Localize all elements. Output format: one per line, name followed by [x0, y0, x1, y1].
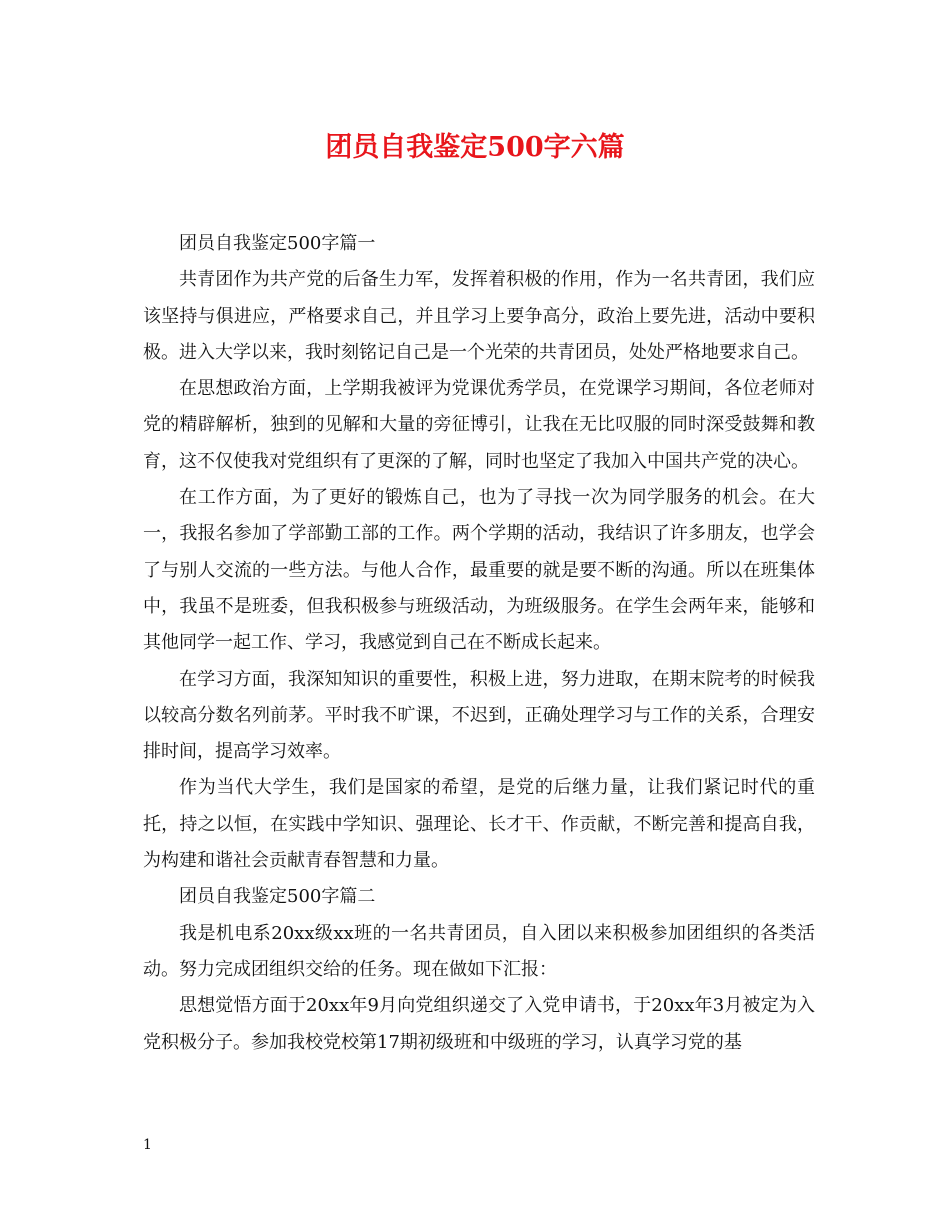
paragraph: 在思想政治方面，上学期我被评为党课优秀学员，在党课学习期间，各位老师对党的精辟解析，独到的见解和大量的旁征博引，让我在无比叹服的同时深受鼓舞和教育，这不仅使我对党组织有了更深的了解，同时也坚定了我加入中国共产党的决心。 — [143, 378, 815, 472]
document-title: 团员自我鉴定500字六篇 — [325, 132, 625, 163]
paragraph: 思想觉悟方面于20xx年9月向党组织递交了入党申请书，于20xx年3月被定为入党积极分子。参加我校党校第17期初级班和中级班的学习，认真学习党的基 — [143, 995, 815, 1053]
section-heading: 团员自我鉴定500字篇一 — [179, 233, 376, 254]
paragraph: 在学习方面，我深知知识的重要性，积极上进，努力进取，在期末院考的时候我以较高分数名列前茅。平时我不旷课，不迟到，正确处理学习与工作的关系，合理安排时间，提高学习效率。 — [143, 668, 815, 763]
page-number: 1 — [143, 1137, 152, 1153]
document-body — [143, 226, 815, 1061]
paragraph: 在工作方面，为了更好的锻炼自己，也为了寻找一次为同学服务的机会。在大一，我报名参加了学部勤工部的工作。两个学期的活动，我结识了许多朋友，也学会了与别人交流的一些方法。与他人合作，最重要的就是要不断的沟通。所以在班集体中，我虽不是班委，但我积极参与班级活动，为班级服务。在学生会两年来，能够和其他同学一起工作、学习，我感觉到自己在不断成长起来。 — [143, 487, 815, 654]
paragraph: 作为当代大学生，我们是国家的希望，是党的后继力量，让我们紧记时代的重托，持之以恒，在实践中学知识、强理论、长才干、作贡献，不断完善和提高自我，为构建和谐社会贡献青春智慧和力量。 — [143, 777, 815, 872]
paragraph: 我是机电系20xx级xx班的一名共青团员，自入团以来积极参加团组织的各类活动。努力完成团组织交给的任务。现在做如下汇报： — [143, 922, 815, 980]
paragraph: 共青团作为共产党的后备生力军，发挥着积极的作用，作为一名共青团，我们应该坚持与俱进应，严格要求自己，并且学习上要争高分，政治上要先进，活动中要积极。进入大学以来，我时刻铭记自己是一个光荣的共青团员，处处严格地要求自己。 — [143, 269, 815, 363]
section-heading: 团员自我鉴定500字篇二 — [179, 886, 376, 908]
